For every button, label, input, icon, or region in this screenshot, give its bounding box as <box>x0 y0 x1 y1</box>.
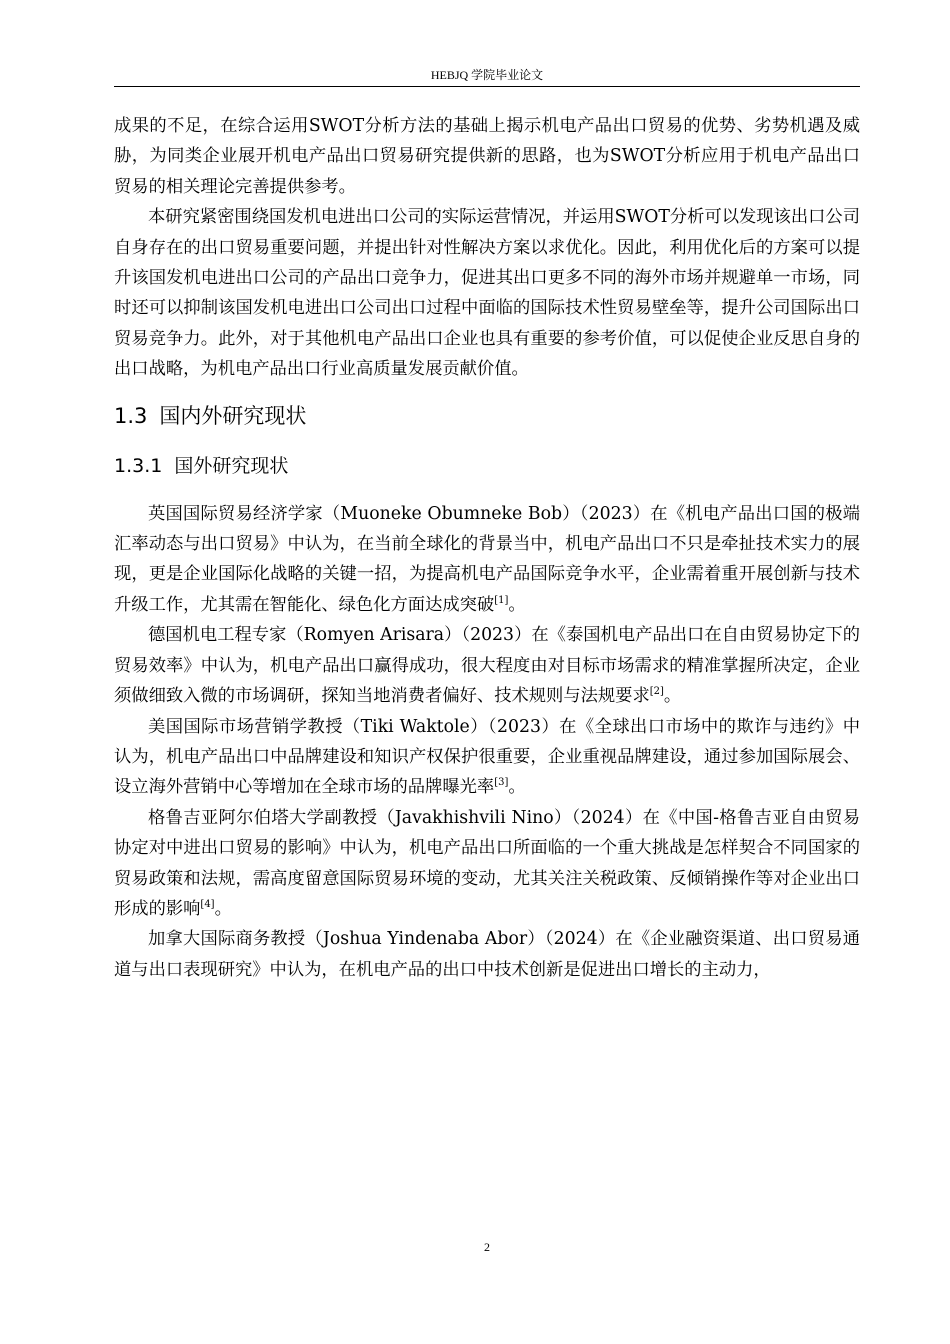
section-number: 1.3 <box>114 403 148 428</box>
reference-paragraph <box>114 712 860 803</box>
paragraph-text: 美国国际市场营销学教授（Tiki Waktole）（2023）在《全球出口市场中的欺诈与违约》中认为，机电产品出口中品牌建设和知识产权保护很重要，企业重视品牌建设，通过参加国际展会、设立海外营销中心等增加在全球市场的品牌曝光率 <box>114 716 860 798</box>
reference-paragraph <box>114 924 860 985</box>
paragraph-end: 。 <box>214 898 232 919</box>
citation: [4] <box>200 898 215 910</box>
paragraph: 成果的不足，在综合运用SWOT分析方法的基础上揭示机电产品出口贸易的优势、劣势机遇及威胁，为同类企业展开机电产品出口贸易研究提供新的思路，也为SWOT分析应用于机电产品出口贸易的相关理论完善提供参考。 <box>114 116 860 197</box>
paragraph-end: 。 <box>508 594 526 615</box>
citation: [3] <box>494 777 509 789</box>
paragraph: 本研究紧密围绕国发机电进出口公司的实际运营情况，并运用SWOT分析可以发现该出口公司自身存在的出口贸易重要问题，并提出针对性解决方案以求优化。因此，利用优化后的方案可以提升该国发机电进出口公司的产品出口竞争力，促进其出口更多不同的海外市场并规避单一市场，同时还可以抑制该国发机电进出口公司出口过程中面临的国际技术性贸易壁垒等，提升公司国际出口贸易竞争力。此外，对于其他机电产品出口企业也具有重要的参考价值，可以促使企业反思自身的出口战略，为机电产品出口行业高质量发展贡献价值。 <box>114 207 860 380</box>
paragraph-end: 。 <box>508 777 526 798</box>
paragraph-text: 英国国际贸易经济学家（Muoneke Obumneke Bob）（2023）在《机电产品出口国的极端汇率动态与出口贸易》中认为，在当前全球化的背景当中，机电产品出口不只是牵扯技术实力的展现，更是企业国际化战略的关键一招，为提高机电产品国际竞争水平，企业需着重开展创新与技术升级工作，尤其需在智能化、绿色化方面达成突破 <box>114 503 860 615</box>
page-number: 2 <box>484 1240 490 1254</box>
reference-paragraph <box>114 620 860 711</box>
subsection-heading <box>114 453 860 479</box>
reference-paragraph <box>114 803 860 925</box>
citation: [1] <box>494 594 509 606</box>
page-body <box>114 111 860 985</box>
section-heading <box>114 402 860 430</box>
reference-paragraph <box>114 499 860 621</box>
paragraph-end: 。 <box>663 686 682 707</box>
paragraph-text: 德国机电工程专家（Romyen Arisara）（2023）在《泰国机电产品出口在自由贸易协定下的贸易效率》中认为，机电产品出口赢得成功，很大程度由对目标市场需求的精准掌握所决定，企业须做细致入微的市场调研，探知当地消费者偏好、技术规则与法规要求 <box>114 625 860 707</box>
citation: [2] <box>649 686 664 698</box>
subsection-number: 1.3.1 <box>114 454 163 477</box>
paragraph-text: 格鲁吉亚阿尔伯塔大学副教授（Javakhishvili Nino）（2024）在《中国-格鲁吉亚自由贸易协定对中进出口贸易的影响》中认为，机电产品出口所面临的一个重大挑战是怎样契合不同国家的贸易政策和法规，需高度留意国际贸易环境的变动，尤其关注关税政策、反倾销操作等对企业出口形成的影响 <box>114 807 860 919</box>
section-title: 国内外研究现状 <box>159 403 307 428</box>
running-header: HEBJQ 学院毕业论文 <box>430 68 544 82</box>
subsection-title: 国外研究现状 <box>174 454 289 477</box>
paragraph-text: 加拿大国际商务教授（Joshua Yindenaba Abor）（2024）在《企业融资渠道、出口贸易通道与出口表现研究》中认为，在机电产品的出口中技术创新是促进出口增长的主动力， <box>114 929 860 980</box>
header-divider <box>114 86 860 87</box>
